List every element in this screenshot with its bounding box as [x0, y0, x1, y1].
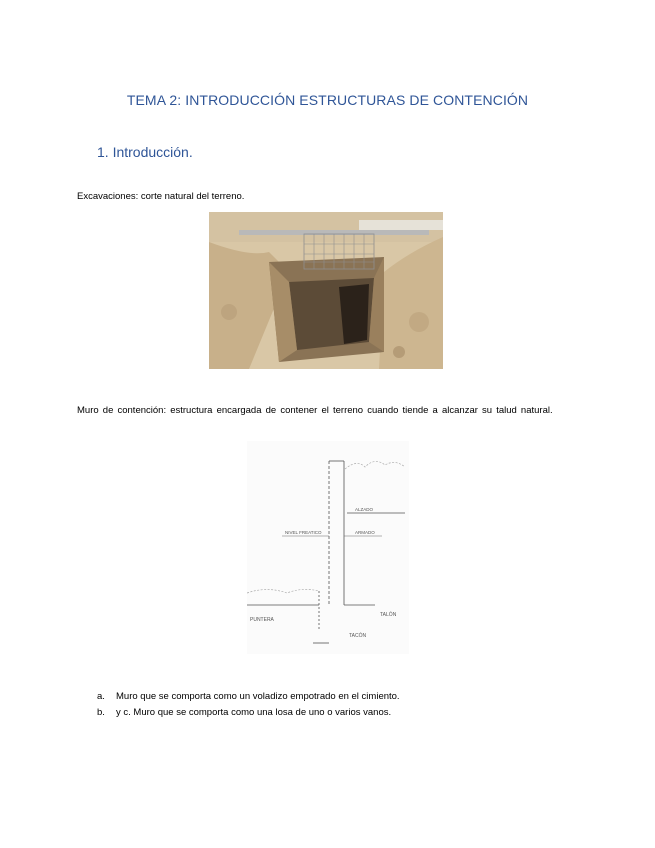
label-alzado: ALZADO — [355, 507, 374, 512]
list-marker: b. — [97, 707, 105, 718]
list-item-text: Muro que se comporta como un voladizo empotrado en el cimiento. — [116, 691, 400, 702]
label-talon: TALÓN — [380, 612, 397, 618]
wall-types-list — [97, 689, 400, 721]
label-tacon: TACÓN — [349, 633, 367, 639]
page-title: TEMA 2: INTRODUCCIÓN ESTRUCTURAS DE CONTENCIÓN — [126, 92, 529, 108]
paragraph-muro: Muro de contención: estructura encargada de contener el terreno cuando tiende a alcanzar su talud natural. — [77, 405, 553, 416]
section-heading: 1. Introducción. — [97, 144, 193, 160]
paragraph-excavaciones: Excavaciones: corte natural del terreno. — [77, 191, 245, 202]
list-item — [97, 705, 400, 721]
list-item-text: y c. Muro que se comporta como una losa de uno o varios vanos. — [116, 707, 392, 718]
label-armado: ARMADO — [355, 530, 375, 535]
excavation-photo — [209, 212, 443, 369]
label-nivel-freatico: NIVEL FREATICO — [285, 530, 322, 535]
label-puntera: PUNTERA — [250, 617, 274, 623]
retaining-wall-diagram — [247, 441, 409, 654]
list-marker: a. — [97, 691, 105, 702]
list-item — [97, 689, 400, 705]
